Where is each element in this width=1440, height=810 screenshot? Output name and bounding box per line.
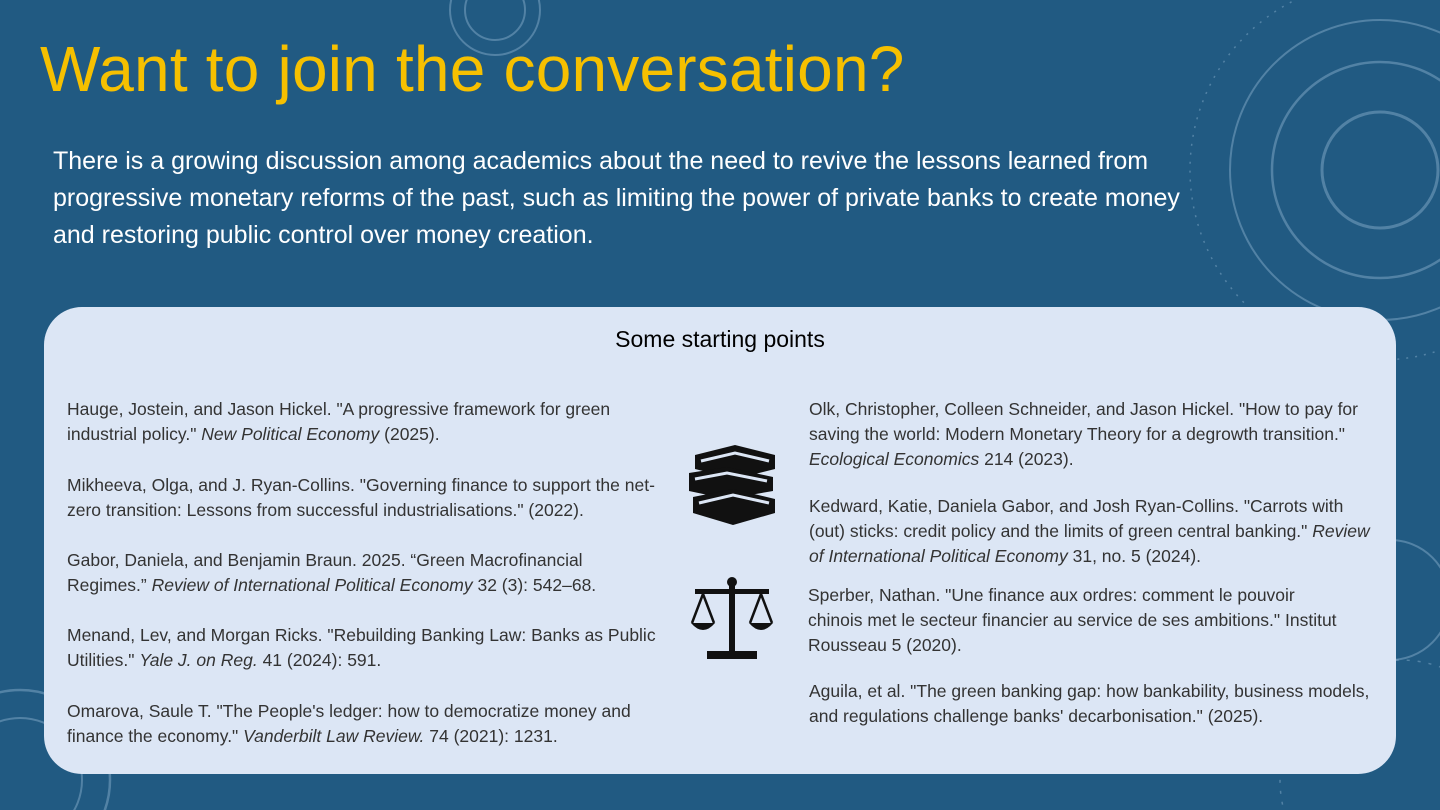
reference-item: Sperber, Nathan. "Une finance aux ordres: comment le pouvoir chinois met le secteur financier au service de ses ambitions." Institut Rousseau 5 (2020). <box>808 585 1337 655</box>
scales-icon <box>689 577 775 661</box>
reference-item: Olk, Christopher, Colleen Schneider, and Jason Hickel. "How to pay for saving the world: Modern Monetary Theory for a degrowth transition." Ecological Economics 214 (2023). <box>809 399 1358 469</box>
reference-item: Hauge, Jostein, and Jason Hickel. "A progressive framework for green industrial policy." New Political Economy (2025). <box>67 399 611 444</box>
books-icon <box>687 443 779 527</box>
reference-item: Aguila, et al. "The green banking gap: how bankability, business models, and regulations challenge banks' decarbonisation." (2025). <box>809 681 1370 726</box>
reference-item: Kedward, Katie, Daniela Gabor, and Josh Ryan-Collins. "Carrots with (out) sticks: credit policy and the limits of green central banking." Review of International Political Economy 31, no. 5 (2024). <box>809 496 1370 566</box>
reference-item: Gabor, Daniela, and Benjamin Braun. 2025. “Green Macrofinancial Regimes.” Review of International Political Economy 32 (3): 542–68. <box>67 550 597 595</box>
references-card <box>44 307 1396 774</box>
reference-item: Mikheeva, Olga, and J. Ryan-Collins. "Governing finance to support the net-zero transition: Lessons from successful industrialisations." (2022). <box>67 475 655 520</box>
slide-title: Want to join the conversation? <box>40 33 905 105</box>
intro-paragraph: There is a growing discussion among academics about the need to revive the lessons learned from progressive monetary reforms of the past, such as limiting the power of private banks to create money and restoring public control over money creation. <box>53 147 1180 249</box>
reference-item: Omarova, Saule T. "The People's ledger: how to democratize money and finance the economy." Vanderbilt Law Review. 74 (2021): 1231. <box>67 701 631 746</box>
reference-item: Menand, Lev, and Morgan Ricks. "Rebuilding Banking Law: Banks as Public Utilities." Yale J. on Reg. 41 (2024): 591. <box>67 625 656 670</box>
card-heading: Some starting points <box>615 326 825 352</box>
